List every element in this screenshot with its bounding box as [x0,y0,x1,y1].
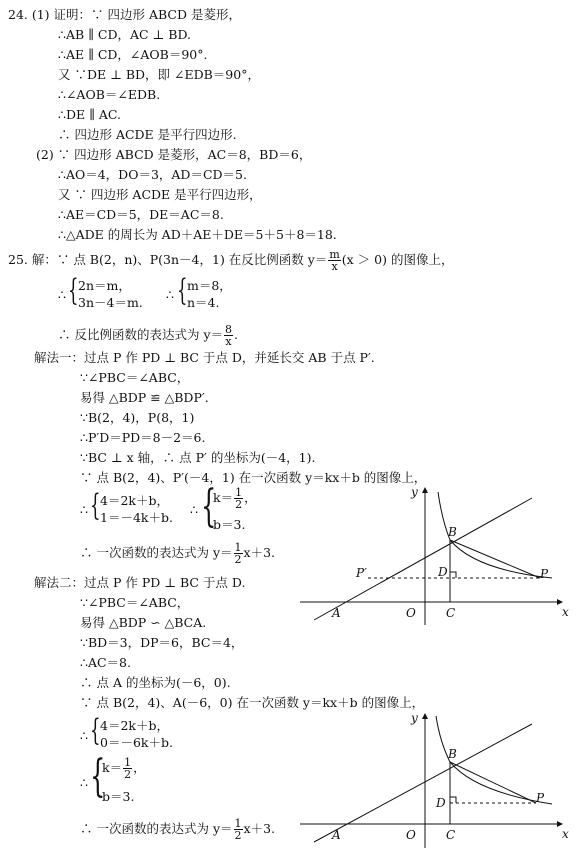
q24-line-3: ∴AE ∥ CD，∠AOB＝90°. [58,47,208,62]
fraction: $\frac{m}{x}$ [329,248,340,273]
method2-result: ∴ 一次函数的表达式为 y＝ $\frac{1}{2}$ x＋3. [80,817,275,842]
method2-line-2: ∵∠PBC＝∠ABC， [80,595,190,610]
label-b: B [448,525,457,539]
therefore-symbol: ∴ [80,775,88,790]
method2-line-5: ∴AC＝8. [80,655,131,670]
q24-line-8: (2) ∵ 四边形 ABCD 是菱形，AC＝8，BD＝6， [36,147,312,162]
method2-title: 解法二：过点 P 作 PD ⊥ BC 于点 D. [34,575,246,590]
method2-line-7: ∵ 点 B(2，4)、A(－6，0) 在一次函数 y＝kx＋b 的图像上， [80,695,425,710]
label-a: A [332,606,341,620]
equation-system: { k＝ $\frac{1}{2}$ ， b＝3. [201,481,257,532]
label-p: P [536,791,545,805]
fraction: $\frac{8}{x}$ [225,323,233,348]
q24-line-1: 24. (1) 证明：∵ 四边形 ABCD 是菱形， [8,7,241,22]
right-angle-mark [450,572,456,578]
label-p: P [540,567,549,581]
label-d: D [436,796,446,810]
equation-system: { k＝ $\frac{1}{2}$ ， b＝3. [90,751,146,804]
method1-line-2: ∵∠PBC＝∠ABC， [80,370,190,385]
method1-line-5: ∴P′D＝PD＝8－2＝6. [80,430,206,445]
label-b: B [448,747,457,761]
label-p-prime: P′ [356,566,367,580]
label-d: D [438,565,448,579]
q24-line-4: 又 ∵DE ⊥ BD，即 ∠EDB＝90°， [58,67,260,82]
label-x: x [562,827,569,841]
label-o: O [406,828,416,842]
fraction: $\frac{1}{2}$ [234,541,242,566]
label-o: O [406,606,416,620]
method1-line-6: ∵BC ⊥ x 轴，∴ 点 P′ 的坐标为(－4，1). [80,450,316,465]
label-y: y [411,485,418,499]
figure-2 [300,706,575,852]
label-c: C [446,828,456,842]
q24-line-10: 又 ∵ 四边形 ACDE 是平行四边形， [58,187,262,202]
therefore-symbol: ∴ [58,287,66,302]
label-x: x [562,605,569,619]
method2-line-4: ∵BD＝3，DP＝6，BC＝4， [80,635,244,650]
q24-line-7: ∴ 四边形 ACDE 是平行四边形. [58,127,237,142]
therefore-symbol: ∴ [190,502,198,517]
label-a: A [332,828,341,842]
brace-icon: { [90,488,101,523]
equation-system: { 4＝2k＋b， 0＝－6k＋b. [90,713,173,750]
brace-icon: { [90,751,106,802]
segment-bp [450,762,536,803]
method2-line-3: 易得 △BDP ∽ △BCA. [80,615,207,630]
method1-line-4: ∵B(2，4)，P(8，1) [80,410,195,425]
fraction: $\frac{1}{2}$ [234,817,242,842]
q24-line-2: ∴AB ∥ CD，AC ⊥ BD. [58,27,192,42]
q24-line-11: ∴AE＝CD＝5，DE＝AC＝8. [58,207,224,222]
fraction: $\frac{1}{2}$ [124,756,132,781]
figure-1 [300,480,575,630]
equation-system: { 4＝2k＋b， 1＝－4k＋b. [90,488,173,525]
brace-icon: { [90,713,101,748]
brace-icon: { [177,273,188,308]
q24-line-9: ∴AO＝4，DO＝3，AD＝CD＝5. [58,167,247,182]
equation-system: { m＝8， n＝4. [177,273,232,310]
label-y: y [411,711,418,725]
brace-icon: { [201,481,217,532]
q25-line-1: 25. 解：∵ 点 B(2，n)、P(3n－4，1) 在反比例函数 y＝ $\frac{m}{x}$ (x ＞ 0) 的图像上， [8,248,454,273]
brace-icon: { [68,273,79,308]
therefore-symbol: ∴ [80,728,88,743]
q24-line-6: ∴DE ∥ AC. [58,107,121,122]
fraction: $\frac{1}{2}$ [235,486,243,511]
method1-line-3: 易得 △BDP ≌ △BDP′. [80,390,209,405]
q25-line-3: ∴ 反比例函数的表达式为 y＝ $\frac{8}{x}$ . [58,323,238,348]
q24-line-5: ∴∠AOB＝∠EDB. [58,87,161,102]
method1-title: 解法一：过点 P 作 PD ⊥ BC 于点 D，并延长交 AB 于点 P′. [34,350,375,365]
method1-line-7: ∵ 点 B(2，4)、P′(－4，1) 在一次函数 y＝kx＋b 的图像上， [80,470,427,485]
therefore-symbol: ∴ [166,287,174,302]
label-c: C [446,606,456,620]
q24-line-12: ∴△ADE 的周长为 AD＋AE＋DE＝5＋5＋8＝18. [58,227,337,242]
segment-bp [450,540,540,578]
right-angle-mark [450,797,456,803]
therefore-symbol: ∴ [80,502,88,517]
method1-result: ∴ 一次函数的表达式为 y＝ $\frac{1}{2}$ x＋3. [80,541,275,566]
equation-system: { 2n＝m， 3n－4＝m. [68,273,143,310]
method2-line-6: ∴ 点 A 的坐标为(－6，0). [80,675,231,690]
